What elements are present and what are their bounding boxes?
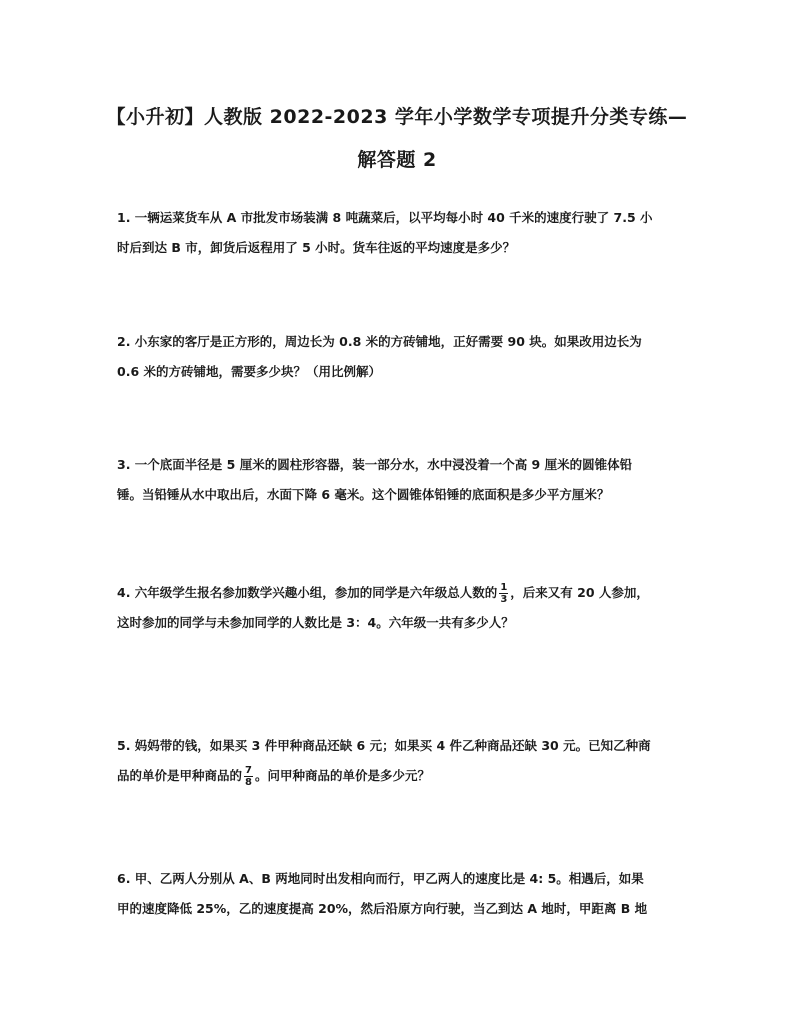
question-5-text-b: 。问甲种商品的单价是多少元？	[254, 768, 430, 783]
fraction-numerator: 7	[245, 765, 252, 776]
question-5-line2	[117, 761, 697, 791]
question-5-line1: 5. 妈妈带的钱，如果买 3 件甲种商品还缺 6 元；如果买 4 件乙种商品还缺 30 元。已知乙种商	[117, 738, 651, 753]
question-3	[117, 450, 697, 510]
fraction-denominator: 3	[500, 594, 508, 605]
fraction-denominator: 8	[245, 777, 252, 788]
question-4	[117, 578, 697, 638]
question-3-line1: 3. 一个底面半径是 5 厘米的圆柱形容器，装一部分水，水中浸没着一个高 9 厘米的圆锥体铅	[117, 457, 633, 472]
question-6-line2: 甲的速度降低 25%，乙的速度提高 20%，然后沿原方向行驶，当乙到达 A 地时，甲距离 B 地	[117, 901, 648, 916]
question-4-line2: 这时参加的同学与未参加同学的人数比是 3：4。六年级一共有多少人？	[117, 615, 514, 630]
document-title-line2: 解答题 2	[357, 149, 437, 171]
question-5-text-a: 品的单价是甲种商品的	[117, 768, 243, 783]
question-2-line1: 2. 小东家的客厅是正方形的，周边长为 0.8 米的方砖铺地，正好需要 90 块。如果改用边长为	[117, 334, 642, 349]
fraction-seven-eighths	[244, 765, 253, 788]
document-title-line1: 【小升初】人教版 2022-2023 学年小学数学专项提升分类专练—	[106, 106, 688, 128]
fraction-one-third	[499, 582, 508, 605]
question-2	[117, 327, 697, 387]
question-4-line1	[117, 578, 697, 608]
question-1	[117, 203, 697, 263]
question-6	[117, 864, 697, 924]
question-3-line2: 锤。当铅锤从水中取出后，水面下降 6 毫米。这个圆锥体铅锤的底面积是多少平方厘米？	[117, 487, 610, 502]
question-4-text-a: 4. 六年级学生报名参加数学兴趣小组，参加的同学是六年级总人数的	[117, 585, 498, 600]
question-4-text-b: ，后来又有 20 人参加，	[510, 585, 649, 600]
question-1-line1: 1. 一辆运菜货车从 A 市批发市场装满 8 吨蔬菜后，以平均每小时 40 千米的速度行驶了 7.5 小	[117, 210, 653, 225]
question-6-line1: 6. 甲、乙两人分别从 A、B 两地同时出发相向而行，甲乙两人的速度比是 4: 5。相遇后，如果	[117, 871, 644, 886]
fraction-numerator: 1	[500, 582, 508, 593]
question-2-line2: 0.6 米的方砖铺地，需要多少块？（用比例解）	[117, 364, 381, 379]
question-1-line2: 时后到达 B 市，卸货后返程用了 5 小时。货车往返的平均速度是多少？	[117, 240, 516, 255]
question-5	[117, 731, 697, 791]
